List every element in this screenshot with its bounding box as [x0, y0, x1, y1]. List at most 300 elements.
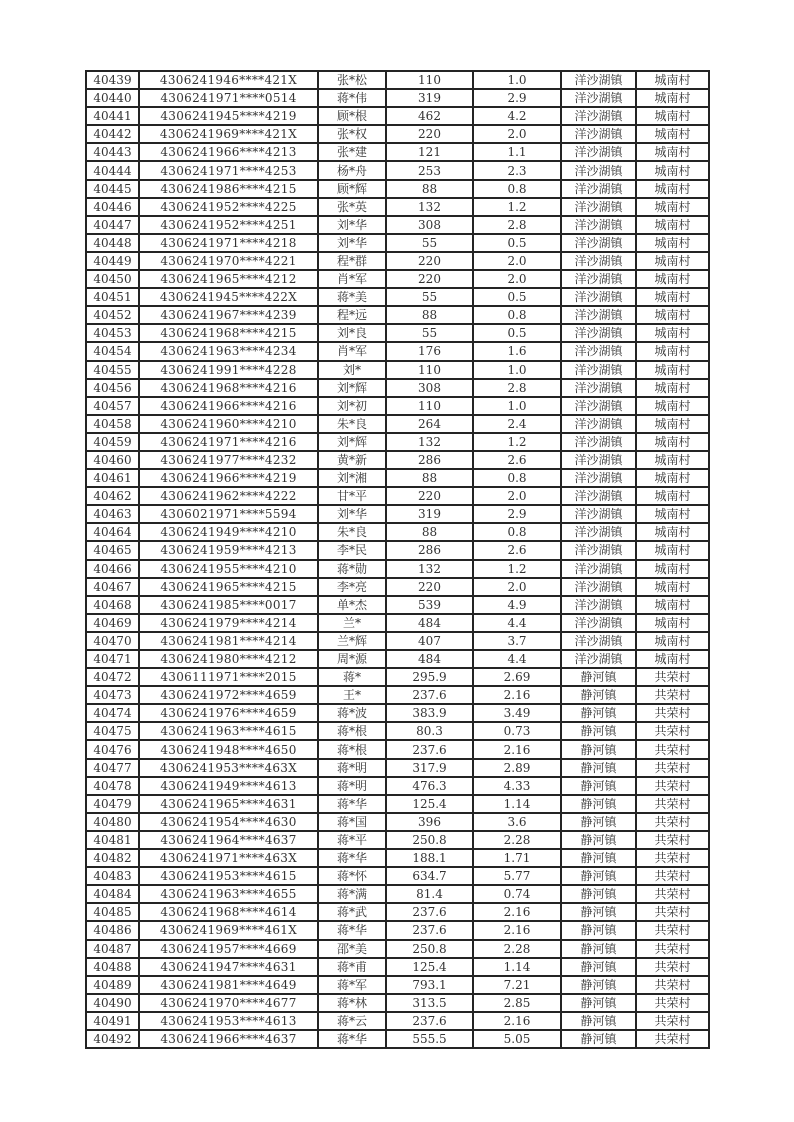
table-cell: 2.0 — [473, 270, 561, 288]
table-cell: 220 — [386, 578, 473, 596]
table-cell: 40467 — [86, 578, 139, 596]
table-cell: 蒋*华 — [318, 921, 386, 939]
table-cell: 220 — [386, 125, 473, 143]
table-cell: 4306241966****4213 — [139, 143, 318, 161]
table-cell: 4306241971****4253 — [139, 161, 318, 179]
table-cell: 484 — [386, 614, 473, 632]
table-cell: 城南村 — [636, 469, 709, 487]
table-cell: 1.1 — [473, 143, 561, 161]
table-cell: 4306241952****4251 — [139, 216, 318, 234]
table-cell: 4306241945****422X — [139, 288, 318, 306]
table-cell: 洋沙湖镇 — [561, 415, 636, 433]
table-row — [86, 342, 709, 360]
table-cell: 城南村 — [636, 505, 709, 523]
table-cell: 洋沙湖镇 — [561, 234, 636, 252]
table-cell: 40439 — [86, 71, 139, 89]
table-cell: 4306241971****4218 — [139, 234, 318, 252]
table-row — [86, 324, 709, 342]
table-cell: 共荣村 — [636, 976, 709, 994]
table-cell: 5.77 — [473, 867, 561, 885]
table-cell: 蒋*满 — [318, 885, 386, 903]
table-cell: 4.2 — [473, 107, 561, 125]
table-cell: 4306241966****4219 — [139, 469, 318, 487]
table-cell: 0.8 — [473, 180, 561, 198]
table-cell: 4306241966****4216 — [139, 397, 318, 415]
table-cell: 静河镇 — [561, 759, 636, 777]
table-cell: 刘*华 — [318, 505, 386, 523]
table-cell: 刘* — [318, 361, 386, 379]
table-cell: 2.16 — [473, 686, 561, 704]
table-cell: 4.4 — [473, 614, 561, 632]
table-cell: 4306241962****4222 — [139, 487, 318, 505]
table-cell: 1.14 — [473, 795, 561, 813]
table-cell: 城南村 — [636, 89, 709, 107]
table-row — [86, 596, 709, 614]
table-cell: 88 — [386, 469, 473, 487]
table-cell: 4306241960****4210 — [139, 415, 318, 433]
table-cell: 静河镇 — [561, 777, 636, 795]
table-cell: 40457 — [86, 397, 139, 415]
table-cell: 城南村 — [636, 487, 709, 505]
table-cell: 顾*辉 — [318, 180, 386, 198]
table-cell: 313.5 — [386, 994, 473, 1012]
table-cell: 4306241968****4215 — [139, 324, 318, 342]
table-cell: 40463 — [86, 505, 139, 523]
table-cell: 2.0 — [473, 487, 561, 505]
table-cell: 3.7 — [473, 632, 561, 650]
table-cell: 洋沙湖镇 — [561, 252, 636, 270]
table-cell: 共荣村 — [636, 1030, 709, 1048]
table-cell: 共荣村 — [636, 759, 709, 777]
table-cell: 洋沙湖镇 — [561, 469, 636, 487]
table-cell: 静河镇 — [561, 976, 636, 994]
table-cell: 4306111971****2015 — [139, 668, 318, 686]
table-cell: 55 — [386, 288, 473, 306]
table-cell: 洋沙湖镇 — [561, 614, 636, 632]
table-cell: 40452 — [86, 306, 139, 324]
beneficiary-table — [85, 70, 710, 1049]
table-cell: 4306241965****4215 — [139, 578, 318, 596]
table-cell: 静河镇 — [561, 831, 636, 849]
table-cell: 周*源 — [318, 650, 386, 668]
table-cell: 4306241970****4677 — [139, 994, 318, 1012]
table-cell: 静河镇 — [561, 704, 636, 722]
table-cell: 40488 — [86, 958, 139, 976]
table-row — [86, 813, 709, 831]
table-cell: 4306241985****0017 — [139, 596, 318, 614]
table-row — [86, 921, 709, 939]
table-cell: 静河镇 — [561, 921, 636, 939]
table-cell: 共荣村 — [636, 722, 709, 740]
table-row — [86, 632, 709, 650]
table-cell: 40492 — [86, 1030, 139, 1048]
table-cell: 125.4 — [386, 795, 473, 813]
table-cell: 2.9 — [473, 89, 561, 107]
table-cell: 319 — [386, 505, 473, 523]
table-cell: 40447 — [86, 216, 139, 234]
table-cell: 40481 — [86, 831, 139, 849]
table-cell: 4306241963****4234 — [139, 342, 318, 360]
table-cell: 洋沙湖镇 — [561, 505, 636, 523]
table-cell: 4306241971****0514 — [139, 89, 318, 107]
table-cell: 4306241957****4669 — [139, 940, 318, 958]
table-row — [86, 469, 709, 487]
table-cell: 40475 — [86, 722, 139, 740]
table-cell: 317.9 — [386, 759, 473, 777]
table-cell: 250.8 — [386, 940, 473, 958]
table-row — [86, 795, 709, 813]
table-body — [86, 71, 709, 1048]
table-cell: 李*民 — [318, 541, 386, 559]
table-cell: 110 — [386, 397, 473, 415]
table-cell: 共荣村 — [636, 795, 709, 813]
table-cell: 2.16 — [473, 903, 561, 921]
table-cell: 4306241947****4631 — [139, 958, 318, 976]
table-cell: 253 — [386, 161, 473, 179]
table-cell: 40487 — [86, 940, 139, 958]
table-cell: 4306241970****4221 — [139, 252, 318, 270]
table-cell: 4306241971****4216 — [139, 433, 318, 451]
table-row — [86, 903, 709, 921]
table-row — [86, 1030, 709, 1048]
table-cell: 3.49 — [473, 704, 561, 722]
table-cell: 洋沙湖镇 — [561, 397, 636, 415]
table-cell: 单*杰 — [318, 596, 386, 614]
table-row — [86, 216, 709, 234]
table-row — [86, 125, 709, 143]
table-cell: 40443 — [86, 143, 139, 161]
table-cell: 洋沙湖镇 — [561, 180, 636, 198]
table-cell: 静河镇 — [561, 795, 636, 813]
table-cell: 洋沙湖镇 — [561, 650, 636, 668]
table-cell: 城南村 — [636, 288, 709, 306]
table-cell: 40469 — [86, 614, 139, 632]
table-cell: 40484 — [86, 885, 139, 903]
table-row — [86, 415, 709, 433]
table-cell: 40477 — [86, 759, 139, 777]
table-cell: 城南村 — [636, 270, 709, 288]
table-cell: 李*亮 — [318, 578, 386, 596]
table-cell: 刘*辉 — [318, 433, 386, 451]
table-cell: 0.8 — [473, 306, 561, 324]
table-row — [86, 252, 709, 270]
table-cell: 城南村 — [636, 198, 709, 216]
table-cell: 40453 — [86, 324, 139, 342]
table-cell: 兰*辉 — [318, 632, 386, 650]
table-cell: 洋沙湖镇 — [561, 161, 636, 179]
table-row — [86, 234, 709, 252]
table-cell: 张*建 — [318, 143, 386, 161]
table-cell: 40458 — [86, 415, 139, 433]
table-cell: 蒋*平 — [318, 831, 386, 849]
table-row — [86, 107, 709, 125]
table-cell: 洋沙湖镇 — [561, 216, 636, 234]
table-cell: 城南村 — [636, 161, 709, 179]
table-cell: 城南村 — [636, 578, 709, 596]
table-cell: 共荣村 — [636, 704, 709, 722]
table-cell: 1.0 — [473, 361, 561, 379]
table-cell: 2.85 — [473, 994, 561, 1012]
table-cell: 40465 — [86, 541, 139, 559]
table-cell: 静河镇 — [561, 885, 636, 903]
table-cell: 静河镇 — [561, 813, 636, 831]
table-cell: 1.2 — [473, 433, 561, 451]
table-cell: 兰* — [318, 614, 386, 632]
table-row — [86, 578, 709, 596]
table-cell: 4306241963****4655 — [139, 885, 318, 903]
table-cell: 7.21 — [473, 976, 561, 994]
table-cell: 2.28 — [473, 940, 561, 958]
table-cell: 40459 — [86, 433, 139, 451]
table-cell: 4306241964****4637 — [139, 831, 318, 849]
table-cell: 555.5 — [386, 1030, 473, 1048]
table-cell: 1.2 — [473, 198, 561, 216]
table-row — [86, 650, 709, 668]
table-cell: 40468 — [86, 596, 139, 614]
table-cell: 4306241952****4225 — [139, 198, 318, 216]
table-row — [86, 849, 709, 867]
table-cell: 2.16 — [473, 921, 561, 939]
table-cell: 4306021971****5594 — [139, 505, 318, 523]
table-cell: 4306241948****4650 — [139, 740, 318, 758]
table-cell: 0.8 — [473, 469, 561, 487]
table-cell: 蒋*明 — [318, 777, 386, 795]
table-cell: 城南村 — [636, 415, 709, 433]
table-cell: 4306241967****4239 — [139, 306, 318, 324]
table-cell: 肖*军 — [318, 270, 386, 288]
table-cell: 城南村 — [636, 143, 709, 161]
table-row — [86, 940, 709, 958]
table-cell: 40472 — [86, 668, 139, 686]
table-row — [86, 722, 709, 740]
table-cell: 0.5 — [473, 234, 561, 252]
table-cell: 城南村 — [636, 379, 709, 397]
table-cell: 110 — [386, 71, 473, 89]
table-cell: 121 — [386, 143, 473, 161]
table-cell: 237.6 — [386, 686, 473, 704]
table-cell: 237.6 — [386, 740, 473, 758]
table-cell: 共荣村 — [636, 813, 709, 831]
table-cell: 4306241986****4215 — [139, 180, 318, 198]
table-cell: 共荣村 — [636, 958, 709, 976]
table-row — [86, 143, 709, 161]
table-row — [86, 976, 709, 994]
table-cell: 共荣村 — [636, 940, 709, 958]
table-cell: 308 — [386, 216, 473, 234]
table-cell: 4306241981****4649 — [139, 976, 318, 994]
table-cell: 城南村 — [636, 216, 709, 234]
table-cell: 静河镇 — [561, 940, 636, 958]
table-cell: 2.28 — [473, 831, 561, 849]
table-cell: 0.8 — [473, 523, 561, 541]
table-cell: 城南村 — [636, 523, 709, 541]
table-cell: 蒋* — [318, 668, 386, 686]
table-cell: 319 — [386, 89, 473, 107]
table-cell: 城南村 — [636, 560, 709, 578]
table-cell: 4306241953****4615 — [139, 867, 318, 885]
table-cell: 城南村 — [636, 361, 709, 379]
table-cell: 1.0 — [473, 397, 561, 415]
table-cell: 城南村 — [636, 451, 709, 469]
table-cell: 4306241969****461X — [139, 921, 318, 939]
table-cell: 城南村 — [636, 234, 709, 252]
table-cell: 125.4 — [386, 958, 473, 976]
table-cell: 张*英 — [318, 198, 386, 216]
table-cell: 132 — [386, 560, 473, 578]
table-row — [86, 759, 709, 777]
table-cell: 40456 — [86, 379, 139, 397]
table-cell: 396 — [386, 813, 473, 831]
table-cell: 洋沙湖镇 — [561, 89, 636, 107]
table-cell: 朱*良 — [318, 415, 386, 433]
table-cell: 40483 — [86, 867, 139, 885]
table-cell: 4306241981****4214 — [139, 632, 318, 650]
table-cell: 2.9 — [473, 505, 561, 523]
table-cell: 静河镇 — [561, 740, 636, 758]
table-cell: 4306241965****4631 — [139, 795, 318, 813]
table-cell: 40451 — [86, 288, 139, 306]
table-row — [86, 867, 709, 885]
table-cell: 洋沙湖镇 — [561, 632, 636, 650]
table-cell: 80.3 — [386, 722, 473, 740]
table-cell: 蒋*林 — [318, 994, 386, 1012]
table-cell: 洋沙湖镇 — [561, 143, 636, 161]
table-cell: 0.74 — [473, 885, 561, 903]
table-cell: 静河镇 — [561, 994, 636, 1012]
table-row — [86, 433, 709, 451]
table-cell: 40460 — [86, 451, 139, 469]
table-row — [86, 686, 709, 704]
table-cell: 484 — [386, 650, 473, 668]
table-row — [86, 831, 709, 849]
table-cell: 4306241971****463X — [139, 849, 318, 867]
table-cell: 4306241972****4659 — [139, 686, 318, 704]
table-cell: 洋沙湖镇 — [561, 379, 636, 397]
table-row — [86, 288, 709, 306]
table-cell: 1.6 — [473, 342, 561, 360]
table-cell: 4306241980****4212 — [139, 650, 318, 668]
table-cell: 静河镇 — [561, 686, 636, 704]
table-cell: 洋沙湖镇 — [561, 487, 636, 505]
table-cell: 220 — [386, 487, 473, 505]
table-cell: 静河镇 — [561, 958, 636, 976]
table-cell: 40442 — [86, 125, 139, 143]
table-cell: 共荣村 — [636, 1012, 709, 1030]
table-cell: 40474 — [86, 704, 139, 722]
table-cell: 2.3 — [473, 161, 561, 179]
table-cell: 220 — [386, 270, 473, 288]
table-cell: 邵*美 — [318, 940, 386, 958]
table-cell: 2.69 — [473, 668, 561, 686]
table-cell: 40490 — [86, 994, 139, 1012]
table-cell: 4306241976****4659 — [139, 704, 318, 722]
table-cell: 静河镇 — [561, 1012, 636, 1030]
table-cell: 2.6 — [473, 541, 561, 559]
table-cell: 城南村 — [636, 596, 709, 614]
table-cell: 共荣村 — [636, 777, 709, 795]
table-cell: 洋沙湖镇 — [561, 560, 636, 578]
table-cell: 40448 — [86, 234, 139, 252]
table-cell: 88 — [386, 306, 473, 324]
table-cell: 共荣村 — [636, 831, 709, 849]
table-cell: 4306241954****4630 — [139, 813, 318, 831]
table-cell: 634.7 — [386, 867, 473, 885]
table-cell: 132 — [386, 433, 473, 451]
table-row — [86, 740, 709, 758]
table-row — [86, 614, 709, 632]
table-cell: 蒋*军 — [318, 976, 386, 994]
table-row — [86, 361, 709, 379]
table-cell: 蒋*国 — [318, 813, 386, 831]
table-cell: 40473 — [86, 686, 139, 704]
table-cell: 城南村 — [636, 71, 709, 89]
table-cell: 2.6 — [473, 451, 561, 469]
table-cell: 静河镇 — [561, 867, 636, 885]
table-cell: 4.4 — [473, 650, 561, 668]
table-cell: 蒋*怀 — [318, 867, 386, 885]
table-cell: 40446 — [86, 198, 139, 216]
table-cell: 刘*初 — [318, 397, 386, 415]
table-cell: 40445 — [86, 180, 139, 198]
table-row — [86, 541, 709, 559]
table-row — [86, 994, 709, 1012]
table-cell: 4.9 — [473, 596, 561, 614]
table-cell: 静河镇 — [561, 722, 636, 740]
table-cell: 洋沙湖镇 — [561, 342, 636, 360]
table-cell: 4306241953****463X — [139, 759, 318, 777]
table-cell: 1.71 — [473, 849, 561, 867]
table-cell: 城南村 — [636, 252, 709, 270]
table-cell: 静河镇 — [561, 903, 636, 921]
table-cell: 40464 — [86, 523, 139, 541]
table-cell: 2.0 — [473, 125, 561, 143]
table-cell: 4306241969****421X — [139, 125, 318, 143]
table-row — [86, 89, 709, 107]
table-row — [86, 487, 709, 505]
table-cell: 2.16 — [473, 1012, 561, 1030]
table-cell: 539 — [386, 596, 473, 614]
table-cell: 40455 — [86, 361, 139, 379]
table-cell: 杨*舟 — [318, 161, 386, 179]
table-cell: 蒋*勋 — [318, 560, 386, 578]
table-cell: 城南村 — [636, 180, 709, 198]
table-row — [86, 379, 709, 397]
table-cell: 4306241968****4614 — [139, 903, 318, 921]
table-cell: 蒋*根 — [318, 722, 386, 740]
table-cell: 176 — [386, 342, 473, 360]
table-cell: 甘*平 — [318, 487, 386, 505]
table-cell: 40441 — [86, 107, 139, 125]
table-cell: 2.8 — [473, 216, 561, 234]
table-cell: 蒋*云 — [318, 1012, 386, 1030]
table-cell: 40462 — [86, 487, 139, 505]
table-row — [86, 198, 709, 216]
table-cell: 40485 — [86, 903, 139, 921]
table-cell: 5.05 — [473, 1030, 561, 1048]
table-cell: 城南村 — [636, 342, 709, 360]
table-cell: 洋沙湖镇 — [561, 306, 636, 324]
table-cell: 洋沙湖镇 — [561, 125, 636, 143]
table-cell: 共荣村 — [636, 849, 709, 867]
table-cell: 蒋*波 — [318, 704, 386, 722]
table-cell: 0.5 — [473, 288, 561, 306]
table-cell: 静河镇 — [561, 668, 636, 686]
table-cell: 286 — [386, 451, 473, 469]
table-row — [86, 958, 709, 976]
table-cell: 4306241949****4613 — [139, 777, 318, 795]
table-cell: 407 — [386, 632, 473, 650]
table-cell: 4306241968****4216 — [139, 379, 318, 397]
